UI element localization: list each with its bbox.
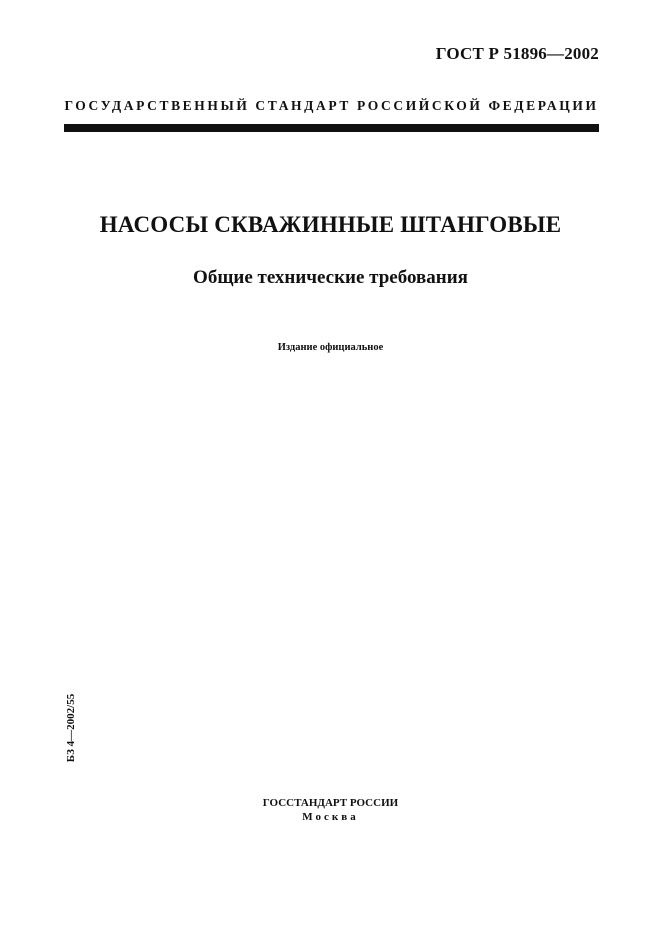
side-catalog-code: БЗ 4—2002/55 xyxy=(65,693,77,763)
header-divider xyxy=(64,124,599,132)
standard-number: ГОСТ Р 51896—2002 xyxy=(435,44,599,63)
edition-label: Издание официальное xyxy=(277,342,384,353)
publisher-name: ГОССТАНДАРТ РОССИИ xyxy=(262,797,399,809)
document-title: НАСОСЫ СКВАЖИННЫЕ ШТАНГОВЫЕ xyxy=(99,212,562,237)
document-subtitle: Общие технические требования xyxy=(193,267,468,288)
publisher-city: Москва xyxy=(302,811,359,823)
issuing-authority-header: ГОСУДАРСТВЕННЫЙ СТАНДАРТ РОССИЙСКОЙ ФЕДЕРАЦИИ xyxy=(64,98,599,113)
